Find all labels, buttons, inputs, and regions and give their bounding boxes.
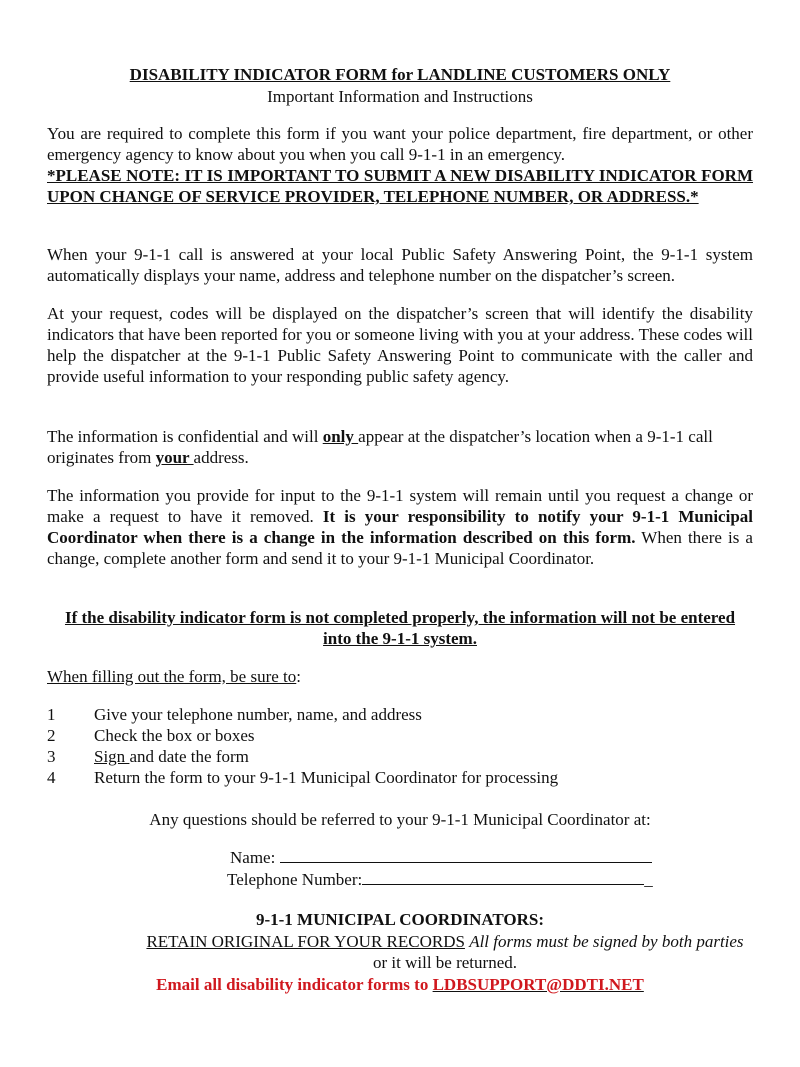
signed-italic: All forms must be signed by both parties bbox=[469, 932, 744, 951]
retain-text bbox=[140, 931, 750, 973]
step-number: 1 bbox=[47, 705, 56, 724]
steps-list bbox=[47, 704, 753, 788]
text: address. bbox=[193, 448, 249, 467]
text: The information you provide for input to the 9-1-1 system will remain until you request a change or make a request to have it removed. bbox=[47, 486, 753, 526]
filling-heading bbox=[47, 666, 753, 687]
sign-underlined: Sign bbox=[94, 747, 130, 766]
email-link[interactable]: LDBSUPPORT@DDTI.NET bbox=[432, 975, 644, 994]
phone-label: Telephone Number: bbox=[227, 870, 363, 889]
phone-field[interactable] bbox=[227, 869, 653, 890]
para-codes: At your request, codes will be displayed on the dispatcher’s screen that will identify the disability indicators that have been reported for you or someone living with you at your address. These codes will help the dispatcher at the 9-1-1 Public Safety Answering Point to communicate with the caller and provide useful information to your responding public safety agency. bbox=[47, 304, 753, 386]
text: appear at the dispatcher’s location when a 9-1-1 call originates from bbox=[47, 427, 713, 467]
filling-heading-text: When filling out the form, be sure to bbox=[47, 667, 297, 686]
intro-text: You are required to complete this form if you want your police department, fire department, or other emergency agency to know about you when you call 9-1-1 in an emergency. bbox=[47, 124, 753, 164]
name-label: Name: bbox=[230, 848, 276, 867]
list-item bbox=[47, 725, 753, 746]
retain-underlined: RETAIN ORIGINAL FOR YOUR RECORDS bbox=[146, 932, 465, 951]
email-line bbox=[47, 974, 753, 995]
step-text: Check the box or boxes bbox=[94, 726, 255, 745]
text: When there is a change, complete another form and send it to your 9-1-1 Municipal Coordinator. bbox=[47, 528, 753, 568]
phone-trail: _ bbox=[644, 870, 653, 889]
para-responsibility bbox=[47, 485, 753, 569]
list-item bbox=[47, 746, 753, 767]
form-title: DISABILITY INDICATOR FORM for LANDLINE CUSTOMERS ONLY bbox=[129, 65, 671, 84]
form-subtitle: Important Information and Instructions bbox=[267, 87, 533, 106]
para-confidential bbox=[47, 426, 753, 468]
list-item bbox=[47, 704, 753, 725]
name-line[interactable] bbox=[280, 848, 652, 863]
name-field[interactable] bbox=[230, 847, 652, 868]
step-text: Return the form to your 9-1-1 Municipal Coordinator for processing bbox=[94, 768, 559, 787]
para-display: When your 9-1-1 call is answered at your local Public Safety Answering Point, the 9-1-1 system automatically displays your name, address and telephone number on the dispatcher’s screen. bbox=[47, 245, 753, 285]
step-number: 3 bbox=[47, 747, 56, 766]
colon: : bbox=[296, 667, 302, 686]
step-number: 4 bbox=[47, 768, 56, 787]
step-text: and date the form bbox=[129, 747, 249, 766]
questions-text: Any questions should be referred to your 9-1-1 Municipal Coordinator at: bbox=[149, 810, 651, 829]
phone-line[interactable] bbox=[362, 870, 644, 885]
emphasis-your: your bbox=[155, 448, 194, 467]
list-item bbox=[47, 767, 753, 788]
email-text: Email all disability indicator forms to bbox=[156, 975, 433, 994]
emphasis-only: only bbox=[322, 427, 359, 446]
warning-text: If the disability indicator form is not completed properly, the information will not be entered into the 9-1-1 system. bbox=[64, 608, 736, 648]
notice-text: *PLEASE NOTE: IT IS IMPORTANT TO SUBMIT A NEW DISABILITY INDICATOR FORM UPON CHANGE OF SERVICE PROVIDER, TELEPHONE NUMBER, OR ADDRESS.* bbox=[47, 166, 753, 206]
responsibility-bold: It is your responsibility to notify your 9-1-1 Municipal Coordinator when there is a change in the information described on this form. bbox=[47, 507, 754, 547]
intro-section bbox=[47, 123, 753, 207]
text: The information is confidential and will bbox=[47, 427, 323, 446]
coordinators-heading: 9-1-1 MUNICIPAL COORDINATORS: bbox=[255, 910, 545, 929]
step-number: 2 bbox=[47, 726, 56, 745]
signed-rest: or it will be returned. bbox=[373, 953, 517, 972]
step-text: Give your telephone number, name, and address bbox=[94, 705, 422, 724]
